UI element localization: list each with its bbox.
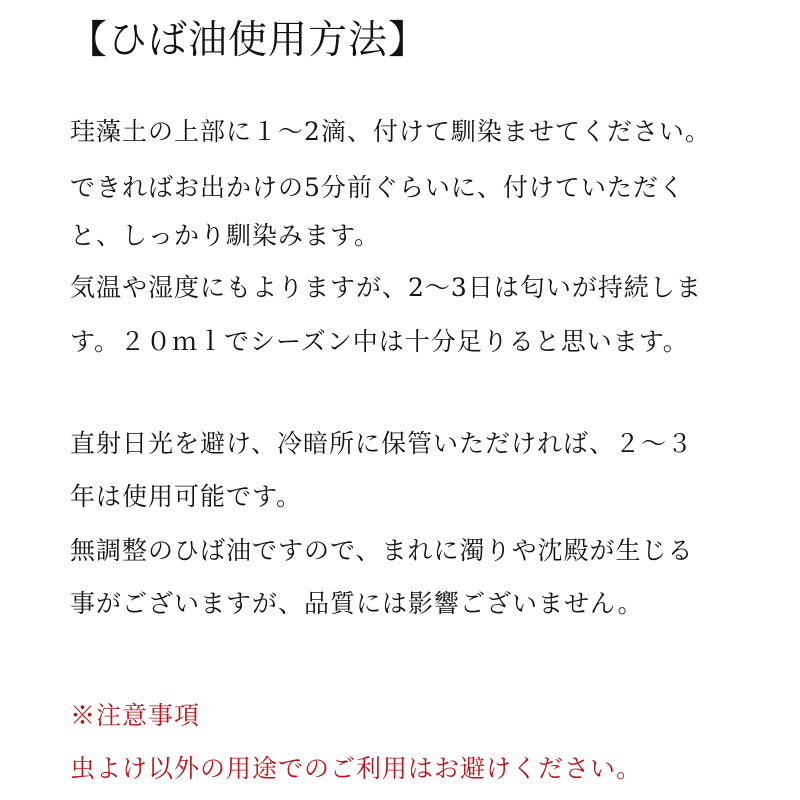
text-line: 無調整のひば油ですので、まれに濁りや沈殿が生じる [70, 536, 694, 565]
text-line: す。２０ｍｌでシーズン中は十分足りると思います。 [70, 327, 689, 356]
text-line: 珪藻土の上部に１～2滴、付けて馴染ませてください。 [70, 117, 711, 146]
text-line: と、しっかり馴染みます。 [70, 221, 381, 250]
text-line: 年は使用可能です。 [70, 482, 303, 511]
page-title: 【ひば油使用方法】 [68, 18, 429, 63]
text-line: 気温や湿度にもよりますが、2～3日は匂いが持続しま [70, 273, 702, 302]
text-line: 事がございますが、品質には影響ございません。 [70, 589, 644, 618]
text-line: 直射日光を避け、冷暗所に保管いただければ、２～３ [70, 429, 694, 458]
notice-heading: ※注意事項 [70, 701, 201, 730]
notice-text: 虫よけ以外の用途でのご利用はお避けください。 [70, 754, 643, 783]
text-line: できればお出かけの5分前ぐらいに、付けていただく [70, 173, 685, 202]
